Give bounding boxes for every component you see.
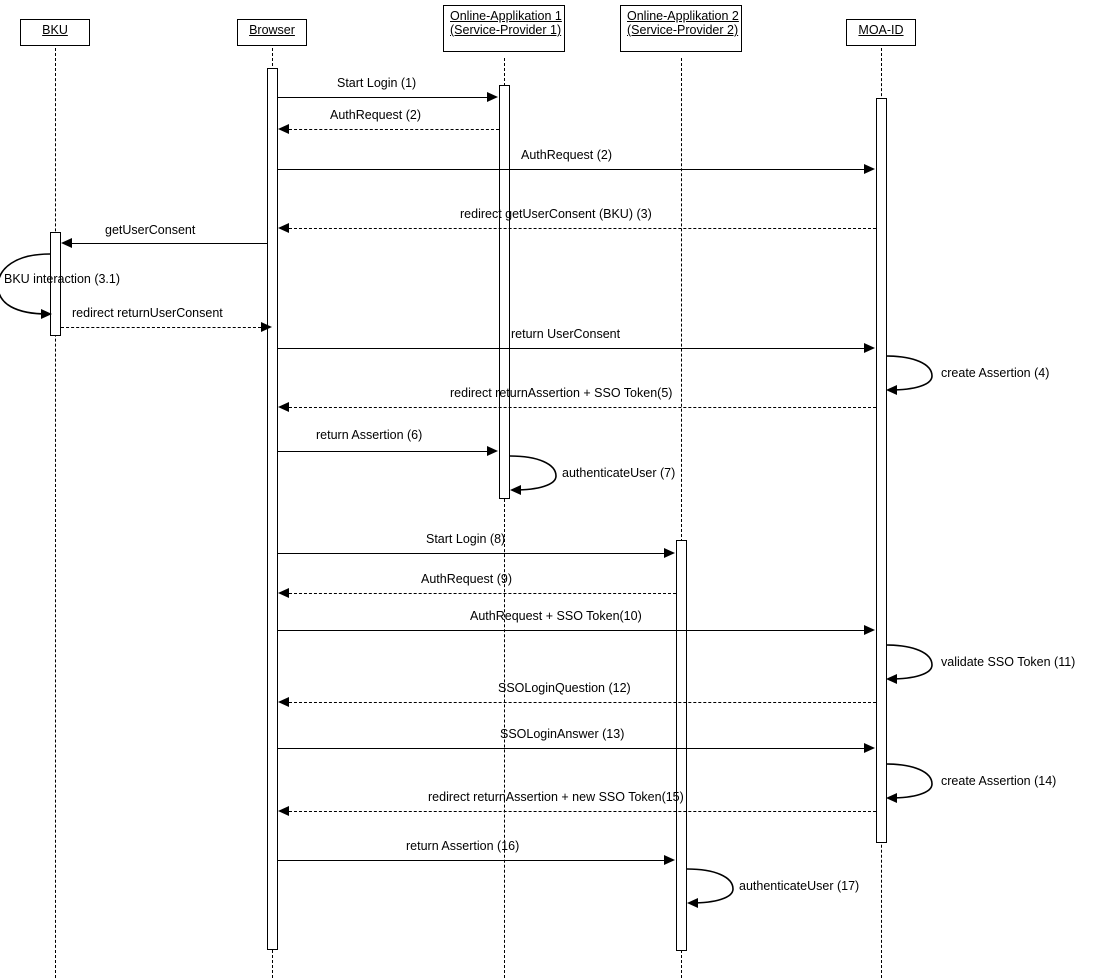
message-label-redirect-returnassertion-15: redirect returnAssertion + new SSO Token(15) xyxy=(428,790,684,804)
message-label-create-assertion-14: create Assertion (14) xyxy=(941,774,1057,788)
arrowhead-authrequest-2a xyxy=(278,124,289,134)
message-line-redirect-getuserconsent xyxy=(289,228,876,229)
lifeline-head-bku[interactable] xyxy=(20,19,90,46)
activation-oa1 xyxy=(499,85,510,499)
self-message-authenticateuser-17 xyxy=(685,865,741,909)
message-label-redirect-returnassertion-5: redirect returnAssertion + SSO Token(5) xyxy=(450,386,673,400)
arrowhead-authrequest-sso-token-10 xyxy=(864,625,875,635)
lifeline-head-moaid[interactable] xyxy=(846,19,916,46)
arrowhead-authrequest-9 xyxy=(278,588,289,598)
lifeline-sublabel-oa2: (Service-Provider 2) xyxy=(627,23,739,37)
message-line-start-login-1 xyxy=(278,97,487,98)
message-label-redirect-getuserconsent: redirect getUserConsent (BKU) (3) xyxy=(460,207,652,221)
message-line-authrequest-9 xyxy=(289,593,676,594)
lifeline-label-oa1: Online-Applikation 1 xyxy=(450,9,562,23)
message-line-authrequest-sso-token-10 xyxy=(278,630,864,631)
self-message-create-assertion-14 xyxy=(884,760,940,804)
message-label-redirect-returnuserconsent: redirect returnUserConsent xyxy=(72,306,223,320)
self-message-authenticateuser-7 xyxy=(508,452,564,496)
message-label-ssologinanswer-13: SSOLoginAnswer (13) xyxy=(500,727,625,741)
lifeline-head-browser[interactable] xyxy=(237,19,307,46)
message-line-authrequest-2b xyxy=(278,169,864,170)
arrowhead-ssologinanswer-13 xyxy=(864,743,875,753)
message-line-getuserconsent xyxy=(72,243,267,244)
arrowhead-return-assertion-6 xyxy=(487,446,498,456)
message-label-create-assertion-4: create Assertion (4) xyxy=(941,366,1050,380)
message-line-redirect-returnuserconsent xyxy=(61,327,261,328)
lifeline-label-bku: BKU xyxy=(42,23,68,37)
arrowhead-redirect-returnuserconsent xyxy=(261,322,272,332)
self-message-validate-sso-token-11 xyxy=(884,641,940,685)
arrowhead-authrequest-2b xyxy=(864,164,875,174)
message-line-return-userconsent xyxy=(278,348,864,349)
lifeline-head-oa2[interactable] xyxy=(620,5,742,52)
message-label-authrequest-sso-token-10: AuthRequest + SSO Token(10) xyxy=(470,609,642,623)
message-label-return-assertion-6: return Assertion (6) xyxy=(316,428,423,442)
message-line-return-assertion-6 xyxy=(278,451,487,452)
message-label-return-assertion-16: return Assertion (16) xyxy=(406,839,520,853)
lifeline-line-bku xyxy=(55,48,56,978)
message-label-authenticateuser-17: authenticateUser (17) xyxy=(739,879,860,893)
message-label-bku-interaction: BKU interaction (3.1) xyxy=(4,272,121,286)
arrowhead-start-login-1 xyxy=(487,92,498,102)
arrowhead-redirect-getuserconsent xyxy=(278,223,289,233)
activation-moaid xyxy=(876,98,887,843)
activation-browser xyxy=(267,68,278,950)
lifeline-label-oa2: Online-Applikation 2 xyxy=(627,9,739,23)
arrowhead-redirect-returnassertion-5 xyxy=(278,402,289,412)
arrowhead-return-userconsent xyxy=(864,343,875,353)
message-line-start-login-8 xyxy=(278,553,664,554)
message-label-start-login-1: Start Login (1) xyxy=(337,76,417,90)
message-line-redirect-returnassertion-5 xyxy=(289,407,876,408)
message-line-ssologinanswer-13 xyxy=(278,748,864,749)
message-label-authrequest-2a: AuthRequest (2) xyxy=(330,108,422,122)
lifeline-sublabel-oa1: (Service-Provider 1) xyxy=(450,23,562,37)
message-line-redirect-returnassertion-15 xyxy=(289,811,876,812)
lifeline-label-browser: Browser xyxy=(249,23,295,37)
message-label-start-login-8: Start Login (8) xyxy=(426,532,506,546)
arrowhead-getuserconsent xyxy=(61,238,72,248)
message-label-ssologinquestion-12: SSOLoginQuestion (12) xyxy=(498,681,631,695)
message-label-authenticateuser-7: authenticateUser (7) xyxy=(562,466,676,480)
lifeline-head-oa1[interactable] xyxy=(443,5,565,52)
message-label-return-userconsent: return UserConsent xyxy=(511,327,621,341)
message-line-return-assertion-16 xyxy=(278,860,664,861)
message-line-ssologinquestion-12 xyxy=(289,702,876,703)
self-message-create-assertion-4 xyxy=(884,352,940,396)
arrowhead-redirect-returnassertion-15 xyxy=(278,806,289,816)
message-line-authrequest-2a xyxy=(289,129,499,130)
message-label-authrequest-9: AuthRequest (9) xyxy=(421,572,513,586)
message-label-getuserconsent: getUserConsent xyxy=(105,223,196,237)
arrowhead-start-login-8 xyxy=(664,548,675,558)
message-label-authrequest-2b: AuthRequest (2) xyxy=(521,148,613,162)
arrowhead-ssologinquestion-12 xyxy=(278,697,289,707)
lifeline-label-moaid: MOA-ID xyxy=(858,23,904,37)
arrowhead-return-assertion-16 xyxy=(664,855,675,865)
message-label-validate-sso-token-11: validate SSO Token (11) xyxy=(941,655,1076,669)
